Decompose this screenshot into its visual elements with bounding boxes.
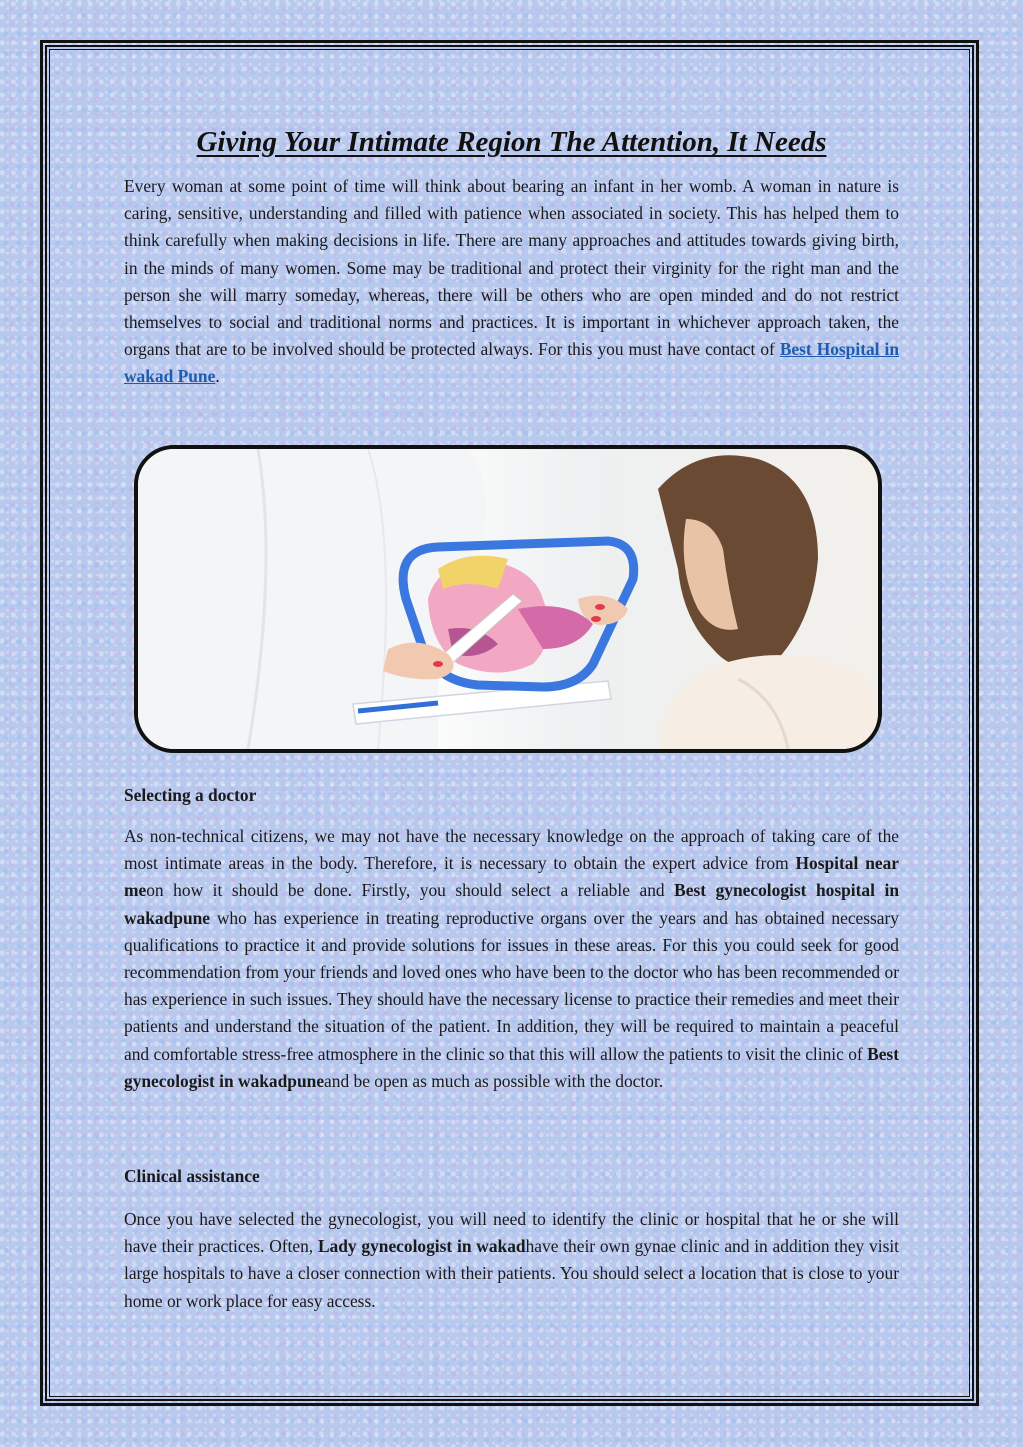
- hospital-near-me-term: Hospital near me: [124, 853, 900, 901]
- best-gynecologist-term: Best gynecologist in wakadpune: [124, 1043, 899, 1091]
- section-heading-selecting-doctor: Selecting a doctor: [124, 785, 257, 805]
- intro-paragraph: [124, 173, 899, 391]
- best-hospital-link[interactable]: Best Hospital in wakad Pune: [124, 339, 899, 387]
- doctor-patient-photo: [134, 445, 882, 753]
- selecting-doctor-paragraph: [124, 823, 899, 1095]
- page-title: Giving Your Intimate Region The Attention, It Needs: [196, 126, 827, 158]
- intro-text: Every woman at some point of time will think about bearing an infant in her womb. A woman in nature is caring, sensitive, understanding and filled with patience when associated in society. This has helped them to think carefully when making decisions in life. There are many approaches and attitudes towards giving birth, in the minds of many women. Some may be traditional and protect their virginity for the right man and the person she will marry someday, whereas, there will be others who are open minded and do not restrict themselves to social and traditional norms and practices. It is important in whichever approach taken, the organs that are to be involved should be protected always. For this you must have contact of: [124, 176, 899, 360]
- text-run: who has experience in treating reproductive organs over the years and has obtained necessary qualifications to practice it and provide solutions for issues in these areas. For this you could seek for good recommendation from your friends and loved ones who have been to the doctor who has been recommended or has experience in such issues. They should have the necessary license to practice their remedies and meet their patients and understand the situation of the patient. In addition, they will be required to maintain a peaceful and comfortable stress-free atmosphere in the clinic so that this will allow the patients to visit the clinic of: [124, 907, 899, 1064]
- nail-shape: [591, 616, 601, 622]
- text-run: and be open as much as possible with the doctor.: [324, 1070, 664, 1091]
- nail-shape: [433, 661, 443, 667]
- section-heading-clinical-assistance: Clinical assistance: [124, 1166, 260, 1186]
- nail-shape: [595, 604, 605, 610]
- text-run: on how it should be done. Firstly, you should select a reliable and: [146, 880, 675, 901]
- patient-hair-shape: [658, 455, 818, 667]
- intro-end: .: [215, 366, 220, 387]
- text-run: Once you have selected the gynecologist, you will need to identify the clinic or hospital that he or she will have their practices. Often,: [124, 1209, 899, 1257]
- text-run: have their own gynae clinic and in addition they visit large hospitals to have a closer connection with their patients. You should select a location that is close to your home or work place for easy access.: [124, 1236, 899, 1311]
- intro-block: [124, 126, 899, 391]
- section-clinical-assistance: [124, 1206, 899, 1315]
- lady-gynecologist-term: Lady gynecologist in wakad: [317, 1236, 526, 1257]
- section-selecting-doctor: [124, 823, 899, 1095]
- anatomy-model-illustration: [138, 449, 878, 749]
- clinical-assistance-paragraph: [124, 1206, 899, 1315]
- best-gynecologist-hospital-term: Best gynecologist hospital in wakadpune: [124, 880, 899, 928]
- text-run: As non-technical citizens, we may not have the necessary knowledge on the approach of taking care of the most intimate areas in the body. Therefore, it is necessary to obtain the expert advice from: [124, 826, 899, 874]
